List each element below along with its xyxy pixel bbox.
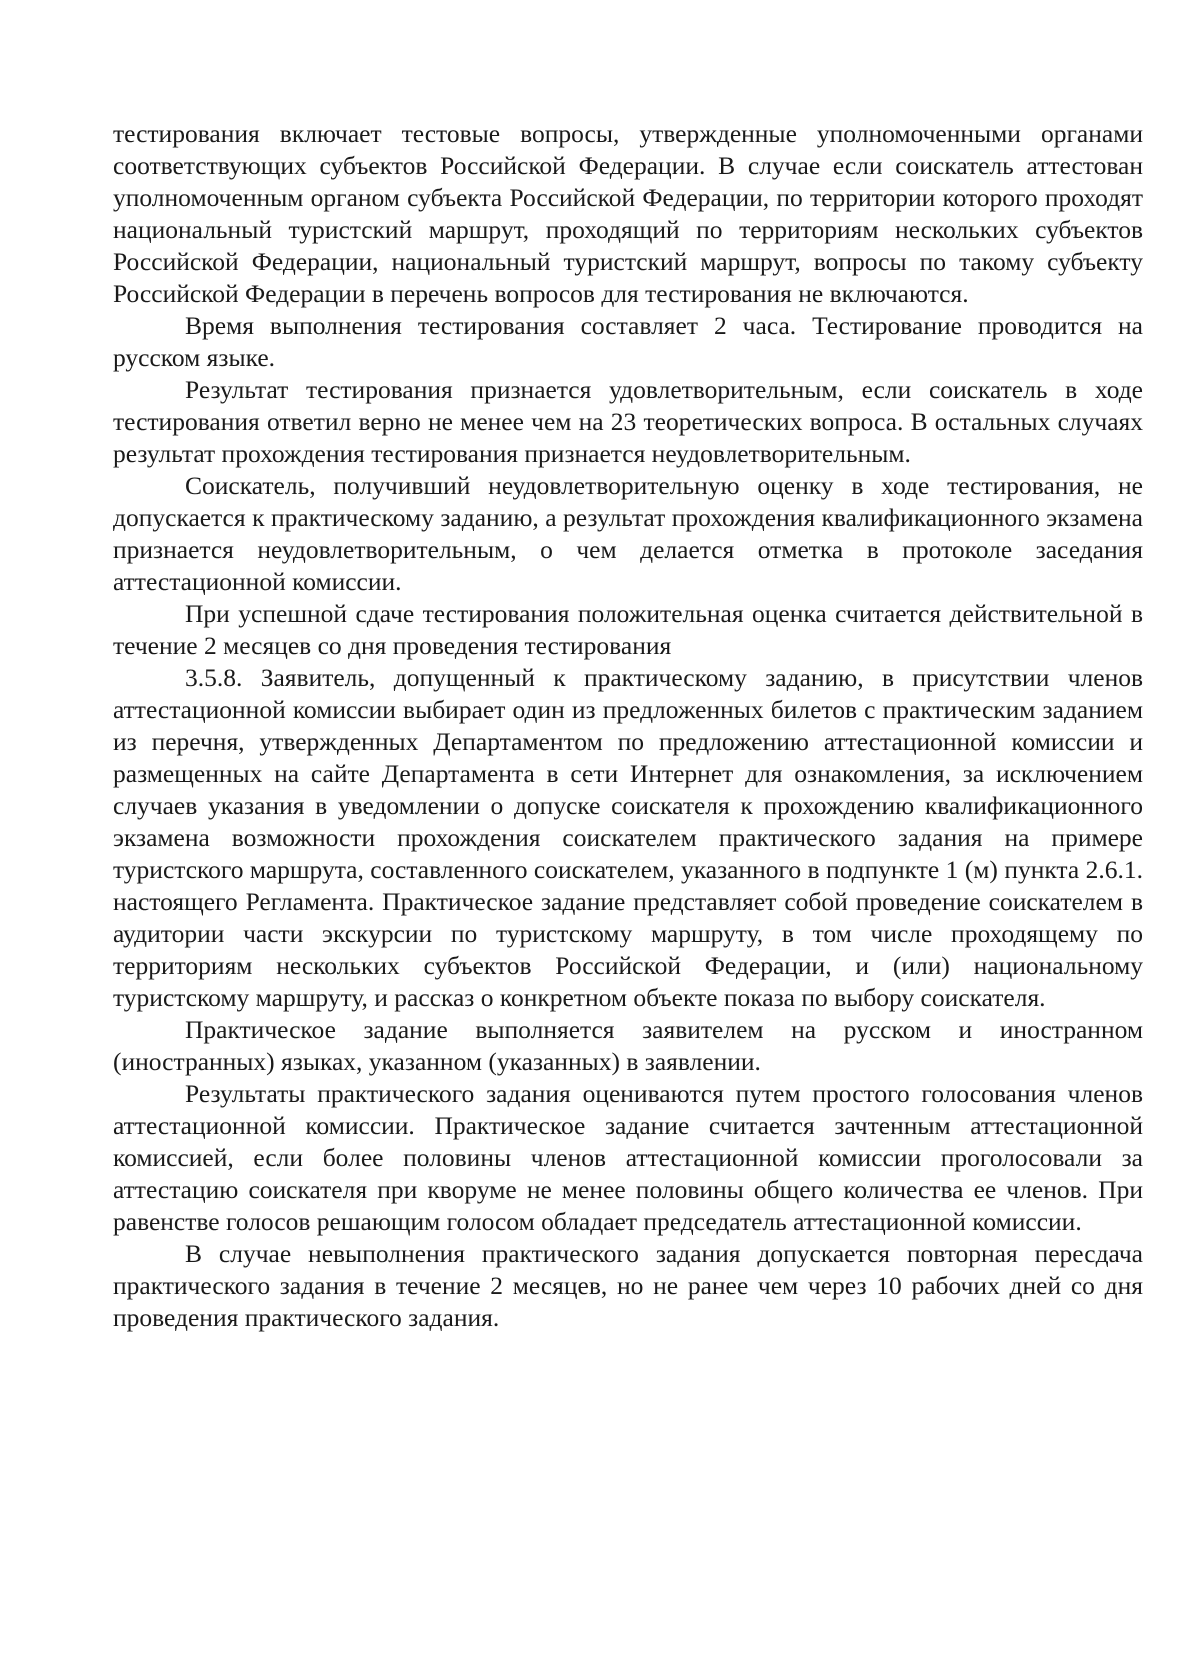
paragraph-section-3-5-8: 3.5.8. Заявитель, допущенный к практическому заданию, в присутствии членов аттестационной комиссии выбирает один из предложенных билетов с практическим заданием из перечня, утвержденных Департаментом по предложению аттестационной комиссии и размещенных на сайте Департамента в сети Интернет для ознакомления, за исключением случаев указания в уведомлении о допуске соискателя к прохождению квалификационного экзамена возможности прохождения соискателем практического задания на примере туристского маршрута, составленного соискателем, указанного в подпункте 1 (м) пункта 2.6.1. настоящего Регламента. Практическое задание представляет собой проведение соискателем в аудитории части экскурсии по туристскому маршруту, в том числе проходящему по территориям нескольких субъектов Российской Федерации, и (или) национальному туристскому маршруту, и рассказ о конкретном объекте показа по выбору соискателя.	[113, 663, 1143, 1012]
paragraph-positive-grade-validity: При успешной сдаче тестирования положительная оценка считается действительной в течение 2 месяцев со дня проведения тестирования	[113, 599, 1143, 660]
paragraph-practical-task-voting: Результаты практического задания оцениваются путем простого голосования членов аттестационной комиссии. Практическое задание считается зачтенным аттестационной комиссией, если более половины членов аттестационной комиссии проголосовали за аттестацию соискателя при кворуме не менее половины общего количества ее членов. При равенстве голосов решающим голосом обладает председатель аттестационной комиссии.	[113, 1079, 1143, 1236]
paragraph-testing-questions: тестирования включает тестовые вопросы, утвержденные уполномоченными органами соответствующих субъектов Российской Федерации. В случае если соискатель аттестован уполномоченным органом субъекта Российской Федерации, по территории которого проходят национальный туристский маршрут, проходящий по территориям нескольких субъектов Российской Федерации, национальный туристский маршрут, вопросы по такому субъекту Российской Федерации в перечень вопросов для тестирования не включаются.	[113, 119, 1143, 308]
paragraph-practical-task-languages: Практическое задание выполняется заявителем на русском и иностранном (иностранных) языках, указанном (указанных) в заявлении.	[113, 1015, 1143, 1076]
paragraph-testing-duration: Время выполнения тестирования составляет 2 часа. Тестирование проводится на русском языке.	[113, 311, 1143, 372]
paragraph-retake: В случае невыполнения практического задания допускается повторная пересдача практического задания в течение 2 месяцев, но не ранее чем через 10 рабочих дней со дня проведения практического задания.	[113, 1239, 1143, 1332]
document-page	[113, 118, 1143, 1334]
paragraph-testing-result: Результат тестирования признается удовлетворительным, если соискатель в ходе тестирования ответил верно не менее чем на 23 теоретических вопроса. В остальных случаях результат прохождения тестирования признается неудовлетворительным.	[113, 375, 1143, 468]
paragraph-unsatisfactory-grade: Соискатель, получивший неудовлетворительную оценку в ходе тестирования, не допускается к практическому заданию, а результат прохождения квалификационного экзамена признается неудовлетворительным, о чем делается отметка в протоколе заседания аттестационной комиссии.	[113, 471, 1143, 596]
